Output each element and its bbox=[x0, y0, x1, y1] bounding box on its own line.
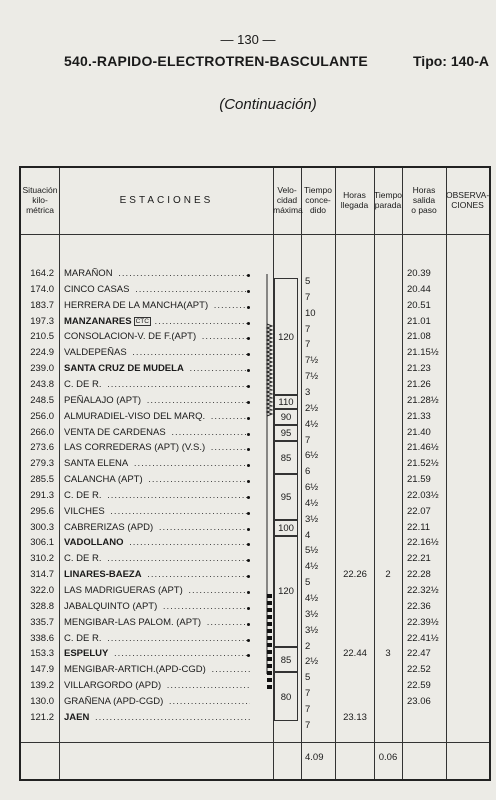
tiempo-concedido: 5 bbox=[305, 577, 311, 589]
station-label: MENGIBAR-ARTICH.(APD-CGD) bbox=[64, 664, 206, 676]
station-name bbox=[64, 506, 250, 518]
station-label: CALANCHA (APT) bbox=[64, 474, 143, 486]
header-observaciones: OBSERVA- CIONES bbox=[446, 190, 490, 210]
track-block bbox=[267, 594, 272, 598]
horas-salida: 22.39½ bbox=[407, 616, 439, 628]
tiempo-parada: 3 bbox=[385, 648, 391, 660]
station-km: 243.8 bbox=[30, 378, 54, 390]
station-km: 121.2 bbox=[30, 711, 54, 723]
station-km: 210.5 bbox=[30, 331, 54, 343]
totals-divider bbox=[21, 742, 489, 743]
station-label: MENGIBAR-LAS PALOM. (APT) bbox=[64, 616, 202, 628]
horas-salida: 21.01 bbox=[407, 315, 431, 327]
station-name bbox=[64, 680, 250, 692]
header-tiempo-concedido: Tiempo conce- dido bbox=[303, 185, 333, 215]
horas-salida: 21.33 bbox=[407, 410, 431, 422]
station-km: 147.9 bbox=[30, 664, 54, 676]
station-label: JAEN bbox=[64, 711, 90, 723]
tiempo-concedido: 4½ bbox=[305, 418, 319, 430]
station-label: CABRERIZAS (APD) bbox=[64, 521, 154, 533]
tiempo-concedido: 7 bbox=[305, 339, 311, 351]
station-name bbox=[64, 522, 250, 534]
station-label: C. DE R. bbox=[64, 489, 102, 501]
horas-salida: 22.52 bbox=[407, 664, 431, 676]
station-label: PEÑALAJO (APT) bbox=[64, 394, 142, 406]
tiempo-concedido: 6½ bbox=[305, 450, 319, 462]
horas-llegada: 22.26 bbox=[343, 569, 367, 581]
station-label: ALMURADIEL-VISO DEL MARQ. bbox=[64, 410, 206, 422]
station-label: CINCO CASAS bbox=[64, 283, 130, 295]
station-km: 285.5 bbox=[30, 474, 54, 486]
header-horas-llegada: Horas llegada bbox=[340, 190, 369, 210]
tiempo-concedido: 7½ bbox=[305, 355, 319, 367]
station-dot bbox=[247, 290, 250, 293]
page-number: — 130 — bbox=[220, 32, 276, 47]
station-km: 248.5 bbox=[30, 394, 54, 406]
horas-salida: 21.59 bbox=[407, 474, 431, 486]
col-line bbox=[59, 168, 60, 779]
ctc-badge: CTC bbox=[135, 317, 149, 325]
tiempo-concedido: 2½ bbox=[305, 656, 319, 668]
station-name bbox=[64, 331, 250, 343]
station-km: 153.3 bbox=[30, 648, 54, 660]
track-block bbox=[267, 629, 272, 633]
horas-salida: 22.07 bbox=[407, 505, 431, 517]
tiempo-concedido: 7½ bbox=[305, 371, 319, 383]
tiempo-concedido: 3½ bbox=[305, 513, 319, 525]
horas-salida: 21.08 bbox=[407, 331, 431, 343]
tiempo-concedido: 6½ bbox=[305, 482, 319, 494]
speed-limit-box: 85 bbox=[274, 441, 298, 474]
track-block bbox=[267, 650, 272, 654]
station-km: 197.3 bbox=[30, 315, 54, 327]
horas-salida: 21.46½ bbox=[407, 442, 439, 454]
horas-salida: 22.47 bbox=[407, 648, 431, 660]
station-km: 300.3 bbox=[30, 521, 54, 533]
station-label: MANZANARES bbox=[64, 315, 132, 327]
track-block bbox=[267, 685, 272, 689]
horas-llegada: 22.44 bbox=[343, 648, 367, 660]
tiempo-concedido: 2 bbox=[305, 640, 311, 652]
total-tiempo-parada: 0.06 bbox=[378, 752, 398, 763]
station-dot bbox=[247, 385, 250, 388]
header-horas-salida: Horas salida o paso bbox=[411, 185, 437, 215]
header-tiempo-parada: Tiempo parada bbox=[374, 190, 403, 210]
tiempo-concedido: 4 bbox=[305, 529, 311, 541]
horas-salida: 21.52½ bbox=[407, 458, 439, 470]
station-km: 273.6 bbox=[30, 442, 54, 454]
speed-limit-box: 110 bbox=[274, 395, 298, 409]
station-label: VALDEPEÑAS bbox=[64, 347, 127, 359]
horas-salida: 23.06 bbox=[407, 695, 431, 707]
speed-limit-box: 120 bbox=[274, 536, 298, 647]
station-name bbox=[64, 474, 250, 486]
station-km: 291.3 bbox=[30, 489, 54, 501]
track-diagram bbox=[264, 274, 274, 694]
horas-salida: 22.41½ bbox=[407, 632, 439, 644]
station-dot bbox=[247, 433, 250, 436]
speed-limit-box: 120 bbox=[274, 278, 298, 395]
horas-salida: 21.23 bbox=[407, 363, 431, 375]
station-name bbox=[64, 601, 250, 613]
horas-salida: 20.44 bbox=[407, 283, 431, 295]
tiempo-concedido: 5 bbox=[305, 672, 311, 684]
station-km: 338.6 bbox=[30, 632, 54, 644]
tiempo-concedido: 7 bbox=[305, 323, 311, 335]
station-name bbox=[64, 395, 250, 407]
station-name bbox=[64, 537, 250, 549]
station-name bbox=[64, 442, 250, 454]
station-name bbox=[64, 712, 250, 724]
station-label: SANTA CRUZ DE MUDELA bbox=[64, 363, 184, 375]
track-block bbox=[267, 622, 272, 626]
speed-limit-box: 85 bbox=[274, 647, 298, 672]
station-name bbox=[64, 458, 250, 470]
horas-salida: 20.39 bbox=[407, 268, 431, 279]
station-name bbox=[64, 633, 250, 645]
station-km: 164.2 bbox=[30, 268, 54, 279]
station-km: 130.0 bbox=[30, 695, 54, 707]
horas-salida: 21.28½ bbox=[407, 394, 439, 406]
station-km: 279.3 bbox=[30, 458, 54, 470]
track-block bbox=[267, 615, 272, 619]
station-dot bbox=[247, 623, 250, 626]
station-label: C. DE R. bbox=[64, 378, 102, 390]
station-dot bbox=[247, 607, 250, 610]
speed-limit-box: 95 bbox=[274, 425, 298, 441]
station-km: 328.8 bbox=[30, 600, 54, 612]
tiempo-concedido: 5½ bbox=[305, 545, 319, 557]
station-name bbox=[64, 284, 250, 296]
tiempo-concedido: 5 bbox=[305, 276, 311, 287]
horas-salida: 22.59 bbox=[407, 680, 431, 692]
station-name bbox=[64, 648, 250, 660]
station-name bbox=[64, 379, 250, 391]
station-dot bbox=[247, 639, 250, 642]
station-name bbox=[64, 569, 250, 581]
horas-salida: 21.40 bbox=[407, 426, 431, 438]
train-title: 540.-RAPIDO-ELECTROTREN-BASCULANTE bbox=[64, 53, 368, 69]
station-label: ESPELUY bbox=[64, 648, 109, 660]
station-km: 139.2 bbox=[30, 680, 54, 692]
station-dot bbox=[247, 322, 250, 325]
station-label: CONSOLACION-V. DE F.(APT) bbox=[64, 331, 197, 343]
header-divider bbox=[21, 234, 489, 235]
station-name bbox=[64, 585, 250, 597]
tiempo-concedido: 7 bbox=[305, 434, 311, 446]
station-dot bbox=[247, 306, 250, 309]
horas-salida: 22.32½ bbox=[407, 585, 439, 596]
speed-limit-box: 95 bbox=[274, 474, 298, 520]
station-km: 183.7 bbox=[30, 299, 54, 311]
continuation-label: (Continuación) bbox=[219, 96, 317, 113]
station-name bbox=[64, 347, 250, 359]
horas-salida: 22.03½ bbox=[407, 489, 439, 501]
station-km: 306.1 bbox=[30, 537, 54, 549]
tiempo-parada: 2 bbox=[385, 569, 391, 581]
station-dot bbox=[247, 591, 250, 594]
horas-salida: 22.21 bbox=[407, 553, 431, 565]
station-km: 310.2 bbox=[30, 553, 54, 565]
station-label: SANTA ELENA bbox=[64, 458, 129, 470]
station-label: HERRERA DE LA MANCHA(APT) bbox=[64, 299, 209, 311]
station-name bbox=[64, 316, 250, 328]
track-block bbox=[267, 664, 272, 668]
station-label: GRAÑENA (APD-CGD) bbox=[64, 695, 164, 707]
station-name bbox=[64, 696, 250, 708]
station-name bbox=[64, 490, 250, 502]
horas-salida: 20.51 bbox=[407, 299, 431, 311]
tiempo-concedido: 7 bbox=[305, 688, 311, 700]
col-line bbox=[301, 168, 302, 779]
tiempo-concedido: 2½ bbox=[305, 402, 319, 414]
station-km: 174.0 bbox=[30, 283, 54, 295]
col-line bbox=[335, 168, 336, 779]
station-km: 335.7 bbox=[30, 616, 54, 628]
station-label: VILLARGORDO (APD) bbox=[64, 680, 162, 692]
station-dot bbox=[247, 528, 250, 531]
station-name bbox=[64, 363, 250, 375]
station-label: VENTA DE CARDENAS bbox=[64, 426, 166, 438]
track-block bbox=[267, 678, 272, 682]
station-name bbox=[64, 300, 250, 312]
station-dot bbox=[247, 417, 250, 420]
track-block bbox=[267, 643, 272, 647]
station-name bbox=[64, 617, 250, 629]
header-situacion: Situación kilo- métrica bbox=[22, 185, 58, 215]
station-name bbox=[64, 664, 250, 676]
station-km: 239.0 bbox=[30, 363, 54, 375]
station-label: JABALQUINTO (APT) bbox=[64, 600, 158, 612]
horas-llegada: 23.13 bbox=[343, 711, 367, 723]
track-zigzag bbox=[267, 324, 272, 416]
station-dot bbox=[247, 512, 250, 515]
total-tiempo-concedido: 4.09 bbox=[305, 752, 324, 763]
track-block bbox=[267, 657, 272, 661]
station-label: LAS MADRIGUERAS (APT) bbox=[64, 585, 183, 596]
train-type: Tipo: 140-A bbox=[413, 53, 489, 69]
horas-salida: 22.16½ bbox=[407, 537, 439, 549]
header-velocidad: Velo- cidad máxima bbox=[273, 185, 303, 215]
header-estaciones: ESTACIONES bbox=[119, 195, 214, 206]
station-label: LINARES-BAEZA bbox=[64, 569, 142, 581]
speed-limit-box: 100 bbox=[274, 520, 298, 536]
horas-salida: 22.11 bbox=[407, 521, 431, 533]
horas-salida: 21.26 bbox=[407, 378, 431, 390]
station-label: MARAÑON bbox=[64, 268, 113, 279]
track-block bbox=[267, 608, 272, 612]
station-km: 314.7 bbox=[30, 569, 54, 581]
tiempo-concedido: 6 bbox=[305, 466, 311, 478]
station-km: 322.0 bbox=[30, 585, 54, 596]
station-label: C. DE R. bbox=[64, 553, 102, 565]
track-block bbox=[267, 636, 272, 640]
station-label: VILCHES bbox=[64, 505, 105, 517]
station-label: LAS CORREDERAS (APT) (V.S.) bbox=[64, 442, 206, 454]
station-km: 266.0 bbox=[30, 426, 54, 438]
tiempo-concedido: 3½ bbox=[305, 624, 319, 636]
station-dot bbox=[247, 274, 250, 277]
horas-salida: 22.36 bbox=[407, 600, 431, 612]
station-dot bbox=[247, 496, 250, 499]
track-block bbox=[267, 601, 272, 605]
tiempo-concedido: 4½ bbox=[305, 561, 319, 573]
horas-salida: 21.15½ bbox=[407, 347, 439, 359]
station-km: 295.6 bbox=[30, 505, 54, 517]
col-line bbox=[402, 168, 403, 779]
station-name bbox=[64, 427, 250, 439]
speed-limit-box: 80 bbox=[274, 672, 298, 721]
track-block bbox=[267, 671, 272, 675]
station-dot bbox=[247, 401, 250, 404]
tiempo-concedido: 10 bbox=[305, 307, 316, 319]
station-name bbox=[64, 268, 250, 280]
tiempo-concedido: 3 bbox=[305, 386, 311, 398]
horas-salida: 22.28 bbox=[407, 569, 431, 581]
station-name bbox=[64, 411, 250, 423]
station-label: C. DE R. bbox=[64, 632, 102, 644]
tiempo-concedido: 7 bbox=[305, 703, 311, 715]
col-line bbox=[374, 168, 375, 779]
speed-limit-box: 90 bbox=[274, 409, 298, 425]
station-label: VADOLLANO bbox=[64, 537, 124, 549]
tiempo-concedido: 4½ bbox=[305, 497, 319, 509]
tiempo-concedido: 7 bbox=[305, 291, 311, 303]
tiempo-concedido: 4½ bbox=[305, 593, 319, 604]
tiempo-concedido: 3½ bbox=[305, 608, 319, 620]
station-km: 224.9 bbox=[30, 347, 54, 359]
tiempo-concedido: 7 bbox=[305, 719, 311, 731]
station-name bbox=[64, 553, 250, 565]
station-km: 256.0 bbox=[30, 410, 54, 422]
